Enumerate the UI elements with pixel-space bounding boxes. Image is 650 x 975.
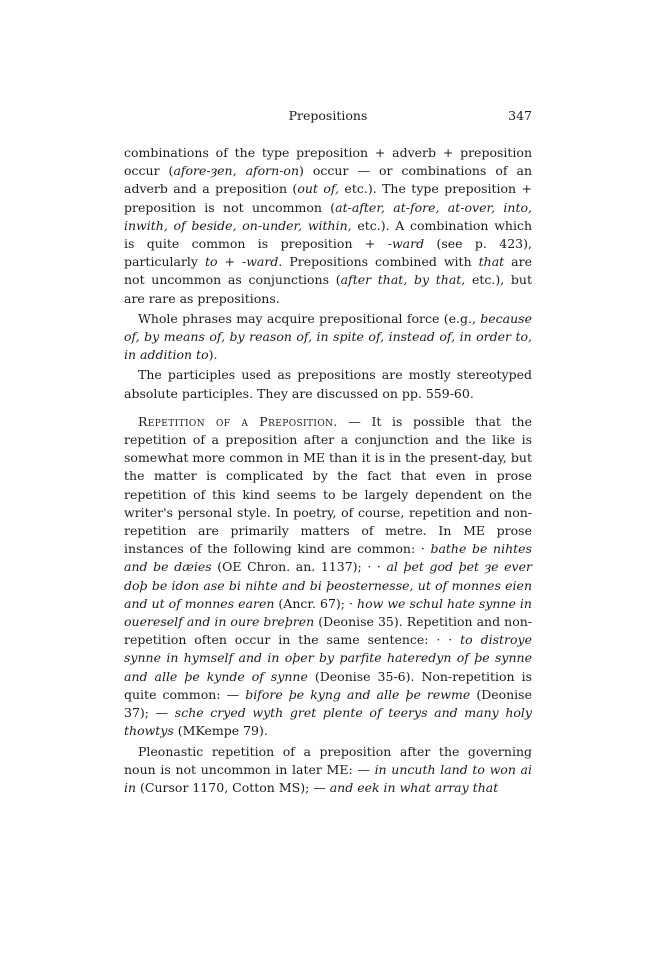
text-run: (MKempe 79).: [173, 723, 268, 739]
section-heading: Repetition of a Preposition.: [138, 413, 338, 429]
text-run: etc.). The type preposition + preposition is not uncommon (: [124, 181, 532, 215]
italic-run: that: [478, 254, 505, 270]
text-run: The participles used as prepositions are mostly stereotyped absolute participles. They are discussed on pp. 559-60.: [124, 367, 532, 401]
text-run: ).: [208, 347, 218, 363]
text-run: etc.), but are rare as prepositions.: [124, 272, 532, 306]
text-run: (Cursor 1170, Cotton MS); —: [136, 779, 330, 795]
text-run: (see p. 423), particularly: [124, 236, 532, 270]
italic-run: bathe be nihtes and be dæies: [124, 541, 532, 575]
italic-run: afore-ȝen, aforn-on: [173, 163, 300, 179]
paragraph-repetition: [124, 413, 532, 741]
italic-run: to distroye synne in hymself and in oþer by parfite hateredyn of þe synne and alle þe kynde of synne: [124, 632, 532, 684]
paragraph-participles: [124, 366, 532, 402]
italic-run: at-after, at-fore, at-over, into, inwith, of beside, on-under, within,: [124, 199, 532, 233]
text-run: (Deonise 35). Repetition and non-repetition often occur in the same sentence: · ·: [124, 614, 532, 648]
text-run: Prepositions combined with: [282, 254, 479, 270]
italic-run: al þet god þet ȝe ever doþ be idon ase bi nihte and bi þeosternesse, ut of monnes eien and ut of monnes earen: [124, 559, 532, 611]
italic-run: after that, by that,: [340, 272, 466, 288]
text-run: (Deonise 37); —: [124, 686, 532, 721]
italic-run: bifore þe kyng and alle þe rewme: [245, 686, 471, 702]
text-run: (Deonise 35-6). Non-repetition is quite common: —: [124, 668, 532, 702]
text-run: Whole phrases may acquire prepositional force (e.g.,: [138, 310, 481, 326]
italic-run: sche cryed wyth gret plente of teerys and many holy thowtys: [124, 705, 532, 739]
text-run: Pleonastic repetition of a preposition after the governing noun is not uncommon in later ME: —: [124, 743, 532, 777]
running-title: Prepositions: [288, 108, 368, 123]
italic-run: to: [204, 254, 218, 270]
text-run: combinations of the type preposition + adverb + preposition occur (: [124, 145, 532, 179]
text-run: (OE Chron. an. 1137); · ·: [211, 559, 387, 575]
italic-run: because of, by means of, by reason of, in spite of, instead of, in order to, in addition to: [124, 310, 532, 363]
text-run: etc.). A combination which is quite common is preposition +: [124, 217, 532, 252]
page-body: [124, 144, 532, 797]
italic-run: how we schul hate synne in ouereself and in oure breþren: [124, 595, 532, 630]
running-header: [124, 108, 532, 130]
text-run: — It is possible that the repetition of a preposition after a conjunction and the like is somewhat more common in ME than it is in the present-day, but the matter is complicated by the fact that even in prose repetition of this kind seems to be largely dependent on the writer's personal style. In poetry, of course, repetition and non-repetition are primarily matters of metre. In ME prose instances of the following kind are common: ·: [124, 413, 532, 557]
paragraph-whole-phrases: [124, 310, 532, 365]
paragraph-combinations: [124, 144, 532, 308]
text-run: are not uncommon as conjunctions (: [124, 254, 532, 288]
italic-run: out of,: [297, 181, 340, 197]
book-page: [124, 108, 532, 797]
page-number: 347: [508, 108, 532, 123]
italic-run: and eek in what array that: [329, 779, 499, 795]
text-run: +: [217, 254, 242, 270]
text-run: ) occur — or combinations of an adverb and a preposition (: [124, 163, 532, 197]
paragraph-pleonastic: [124, 743, 532, 798]
italic-run: -ward.: [242, 254, 283, 270]
italic-run: -ward: [387, 236, 425, 252]
italic-run: in uncuth land to won ai in: [124, 761, 533, 795]
text-run: (Ancr. 67); ·: [274, 595, 358, 611]
